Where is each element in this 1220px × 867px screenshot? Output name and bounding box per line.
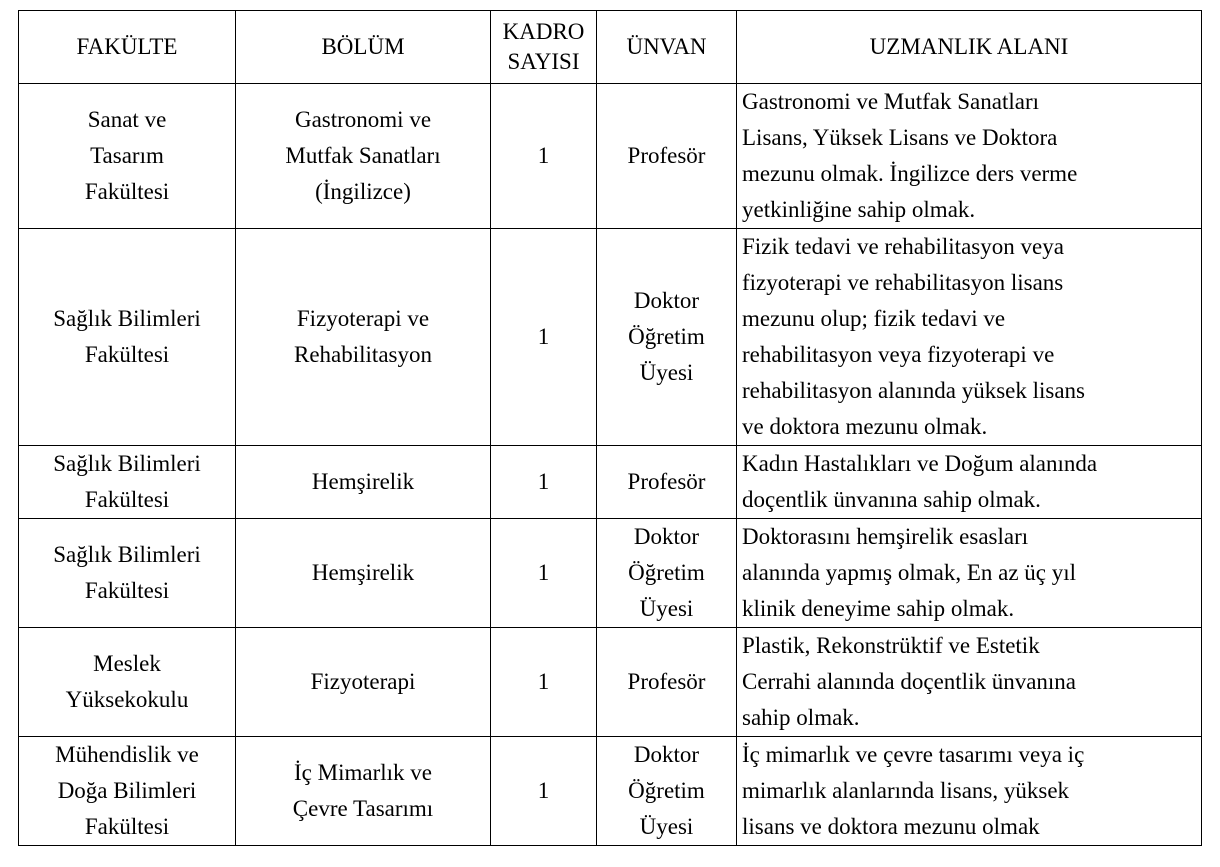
table-row bbox=[19, 84, 1202, 229]
cell-bolum: Hemşirelik bbox=[236, 446, 491, 519]
cell-bolum: Fizyoterapi ve Rehabilitasyon bbox=[236, 229, 491, 446]
table-row bbox=[19, 229, 1202, 446]
cell-unvan: Profesör bbox=[597, 84, 737, 229]
cell-uzmanlik-alani: Kadın Hastalıkları ve Doğum alanında doçentlik ünvanına sahip olmak. bbox=[737, 446, 1202, 519]
table-row bbox=[19, 628, 1202, 737]
cell-kadro-sayisi: 1 bbox=[491, 84, 597, 229]
table-header-row bbox=[19, 11, 1202, 84]
cell-fakulte: Sağlık Bilimleri Fakültesi bbox=[19, 446, 236, 519]
cell-fakulte: Sağlık Bilimleri Fakültesi bbox=[19, 519, 236, 628]
cell-kadro-sayisi: 1 bbox=[491, 628, 597, 737]
cell-fakulte: Sanat ve Tasarım Fakültesi bbox=[19, 84, 236, 229]
cell-uzmanlik-alani: Fizik tedavi ve rehabilitasyon veya fizyoterapi ve rehabilitasyon lisans mezunu olup; fizik tedavi ve rehabilitasyon veya fizyoterapi ve rehabilitasyon alanında yüksek lisans ve doktora mezunu olmak. bbox=[737, 229, 1202, 446]
cell-fakulte: Meslek Yüksekokulu bbox=[19, 628, 236, 737]
table-row bbox=[19, 519, 1202, 628]
cell-fakulte: Sağlık Bilimleri Fakültesi bbox=[19, 229, 236, 446]
cell-unvan: Doktor Öğretim Üyesi bbox=[597, 229, 737, 446]
cell-kadro-sayisi: 1 bbox=[491, 519, 597, 628]
cell-unvan: Profesör bbox=[597, 628, 737, 737]
cell-uzmanlik-alani: Plastik, Rekonstrüktif ve Estetik Cerrahi alanında doçentlik ünvanına sahip olmak. bbox=[737, 628, 1202, 737]
header-fakulte: FAKÜLTE bbox=[19, 11, 236, 84]
cell-bolum: Fizyoterapi bbox=[236, 628, 491, 737]
cell-bolum: İç Mimarlık ve Çevre Tasarımı bbox=[236, 737, 491, 846]
header-unvan: ÜNVAN bbox=[597, 11, 737, 84]
cell-uzmanlik-alani: İç mimarlık ve çevre tasarımı veya iç mimarlık alanlarında lisans, yüksek lisans ve doktora mezunu olmak bbox=[737, 737, 1202, 846]
cell-uzmanlik-alani: Doktorasını hemşirelik esasları alanında yapmış olmak, En az üç yıl klinik deneyime sahip olmak. bbox=[737, 519, 1202, 628]
cell-bolum: Gastronomi ve Mutfak Sanatları (İngilizce) bbox=[236, 84, 491, 229]
header-kadro-sayisi: KADRO SAYISI bbox=[491, 11, 597, 84]
cell-uzmanlik-alani: Gastronomi ve Mutfak Sanatları Lisans, Yüksek Lisans ve Doktora mezunu olmak. İngilizce ders verme yetkinliğine sahip olmak. bbox=[737, 84, 1202, 229]
cell-kadro-sayisi: 1 bbox=[491, 737, 597, 846]
cell-unvan: Profesör bbox=[597, 446, 737, 519]
cell-kadro-sayisi: 1 bbox=[491, 446, 597, 519]
cell-kadro-sayisi: 1 bbox=[491, 229, 597, 446]
staff-positions-table bbox=[18, 10, 1202, 846]
cell-unvan: Doktor Öğretim Üyesi bbox=[597, 737, 737, 846]
header-uzmanlik-alani: UZMANLIK ALANI bbox=[737, 11, 1202, 84]
table-row bbox=[19, 446, 1202, 519]
table-row bbox=[19, 737, 1202, 846]
cell-fakulte: Mühendislik ve Doğa Bilimleri Fakültesi bbox=[19, 737, 236, 846]
cell-bolum: Hemşirelik bbox=[236, 519, 491, 628]
cell-unvan: Doktor Öğretim Üyesi bbox=[597, 519, 737, 628]
header-bolum: BÖLÜM bbox=[236, 11, 491, 84]
